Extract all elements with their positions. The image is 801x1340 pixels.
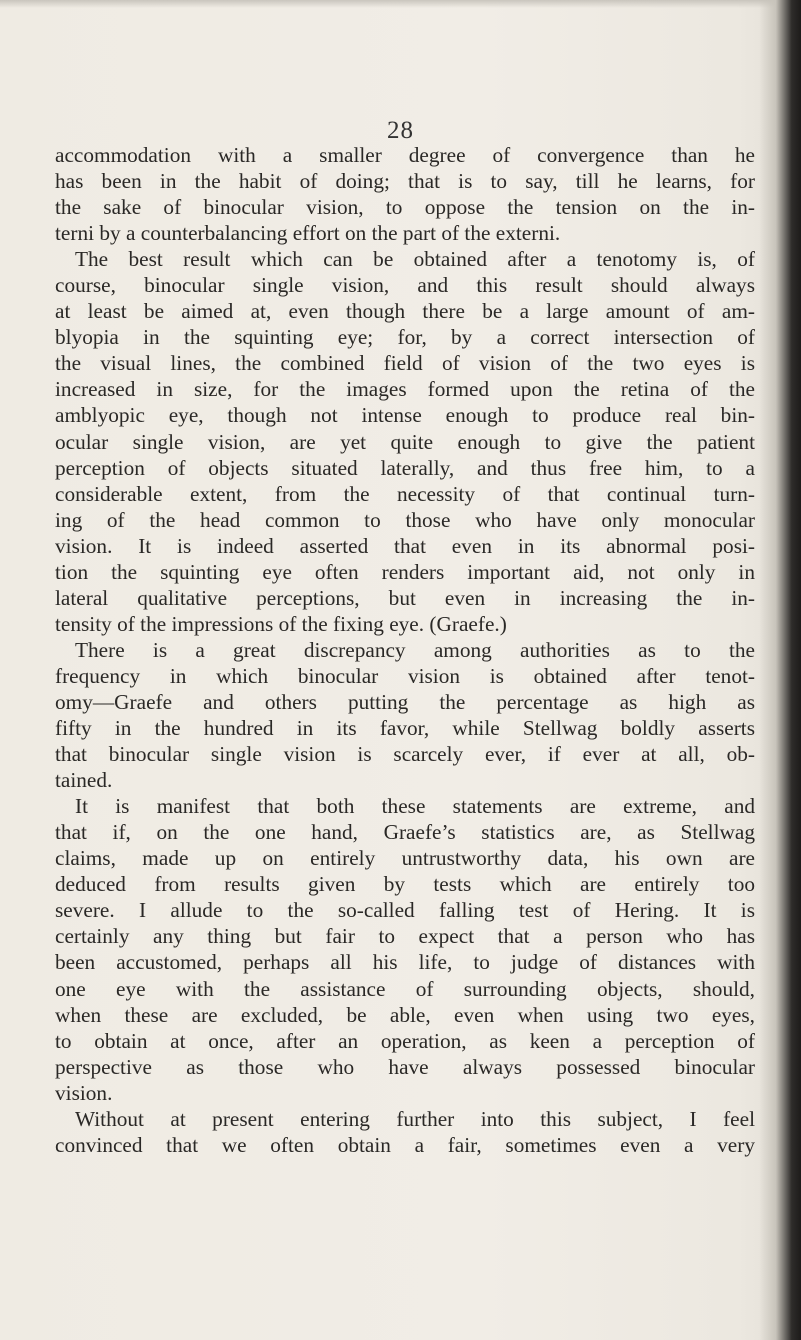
page-binding-edge xyxy=(759,0,801,1340)
text-line: that binocular single vision is scarcely ever, if ever at all, ob- xyxy=(55,742,755,767)
text-line: claims, made up on entirely untrustworthy data, his own are xyxy=(55,846,755,871)
text-line: one eye with the assistance of surrounding objects, should, xyxy=(55,976,755,1001)
text-line: frequency in which binocular vision is obtained after tenot- xyxy=(55,663,755,688)
page-number: 28 xyxy=(387,117,414,144)
text-line: perception of objects situated laterally, and thus free him, to a xyxy=(55,455,755,480)
text-line: omy—Graefe and others putting the percentage as high as xyxy=(55,689,755,714)
text-line: severe. I allude to the so-called falling test of Hering. It is xyxy=(55,898,755,923)
text-line: perspective as those who have always possessed binocular xyxy=(55,1054,755,1079)
text-line: amblyopic eye, though not intense enough to produce real bin- xyxy=(55,403,755,428)
top-shadow xyxy=(0,0,801,8)
text-line: certainly any thing but fair to expect that a person who has xyxy=(55,924,755,949)
text-line: blyopia in the squinting eye; for, by a correct intersection of xyxy=(55,325,755,350)
text-line: been accustomed, perhaps all his life, to judge of distances with xyxy=(55,950,755,975)
text-line: the sake of binocular vision, to oppose the tension on the in- xyxy=(55,195,755,220)
text-line: terni by a counterbalancing effort on the part of the externi. xyxy=(55,221,561,246)
text-line: at least be aimed at, even though there be a large amount of am- xyxy=(55,299,755,324)
text-line: to obtain at once, after an operation, as keen a perception of xyxy=(55,1028,755,1053)
text-line: ocular single vision, are yet quite enough to give the patient xyxy=(55,429,755,454)
text-line: lateral qualitative perceptions, but even in increasing the in- xyxy=(55,585,755,610)
text-line: accommodation with a smaller degree of convergence than he xyxy=(55,143,755,167)
text-line: tion the squinting eye often renders important aid, not only in xyxy=(55,559,755,584)
text-line: ing of the head common to those who have only monocular xyxy=(55,507,755,532)
text-line: that if, on the one hand, Graefe’s statistics are, as Stellwag xyxy=(55,820,755,845)
text-line: The best result which can be obtained after a tenotomy is, of xyxy=(75,247,755,272)
text-line: Without at present entering further into this subject, I feel xyxy=(75,1106,755,1131)
body-text xyxy=(55,142,755,1158)
text-line: tensity of the impressions of the fixing eye. (Graefe.) xyxy=(55,611,507,636)
text-line: vision. xyxy=(55,1080,113,1105)
text-line: convinced that we often obtain a fair, sometimes even a very xyxy=(55,1132,755,1157)
text-line: fifty in the hundred in its favor, while Stellwag boldly asserts xyxy=(55,716,755,741)
text-line: when these are excluded, be able, even when using two eyes, xyxy=(55,1002,755,1027)
text-line: considerable extent, from the necessity of that continual turn- xyxy=(55,481,755,506)
text-line: deduced from results given by tests which are entirely too xyxy=(55,872,755,897)
text-line: has been in the habit of doing; that is to say, till he learns, for xyxy=(55,169,755,194)
text-line: tained. xyxy=(55,768,113,793)
text-line: vision. It is indeed asserted that even in its abnormal posi- xyxy=(55,533,755,558)
text-line: increased in size, for the images formed upon the retina of the xyxy=(55,377,755,402)
text-line: the visual lines, the combined field of vision of the two eyes is xyxy=(55,351,755,376)
text-line: There is a great discrepancy among authorities as to the xyxy=(75,637,755,662)
text-line: course, binocular single vision, and this result should always xyxy=(55,273,755,298)
text-line: It is manifest that both these statements are extreme, and xyxy=(75,794,755,819)
